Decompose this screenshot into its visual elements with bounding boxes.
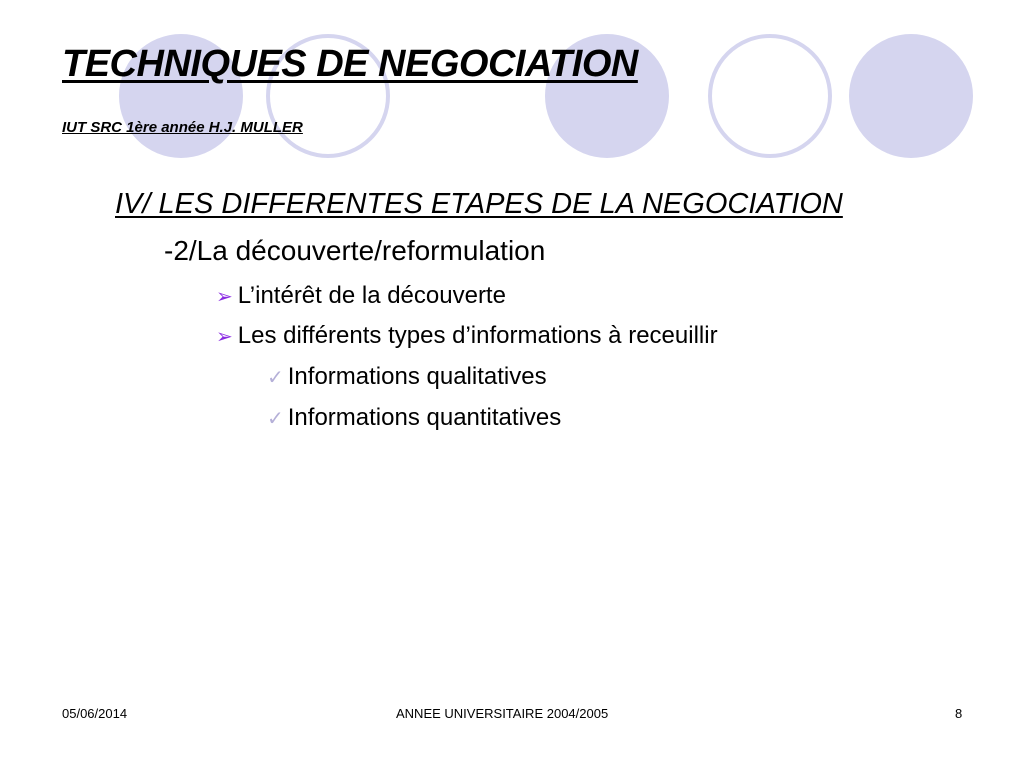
slide-subtitle: IUT SRC 1ère année H.J. MULLER [62, 119, 303, 136]
sub-bullet-item [267, 363, 547, 391]
arrow-bullet-icon: ➢ [216, 286, 233, 308]
bullet-item [216, 282, 506, 310]
section-heading: IV/ LES DIFFERENTES ETAPES DE LA NEGOCIATION [115, 188, 843, 220]
decorative-circle [849, 34, 973, 158]
bullet-text: L’intérêt de la découverte [237, 282, 506, 309]
sub-bullet-text: Informations quantitatives [287, 404, 562, 431]
sub-bullet-item [267, 404, 561, 432]
bullet-item [216, 322, 718, 350]
footer-date: 05/06/2014 [62, 706, 128, 721]
sub-bullet-text: Informations qualitatives [287, 363, 547, 390]
check-bullet-icon: ✓ [267, 367, 284, 389]
subsection-text: -2/La découverte/reformulation [164, 235, 546, 266]
footer-page-number: 8 [955, 706, 963, 721]
subsection-line [164, 235, 545, 267]
bullet-text: Les différents types d’informations à receuillir [237, 322, 718, 349]
slide-title: TECHNIQUES DE NEGOCIATION [62, 43, 638, 85]
check-bullet-icon: ✓ [267, 408, 284, 430]
decorative-circle [710, 36, 830, 156]
arrow-bullet-icon: ➢ [216, 326, 233, 348]
footer-center-text: ANNEE UNIVERSITAIRE 2004/2005 [396, 706, 609, 721]
